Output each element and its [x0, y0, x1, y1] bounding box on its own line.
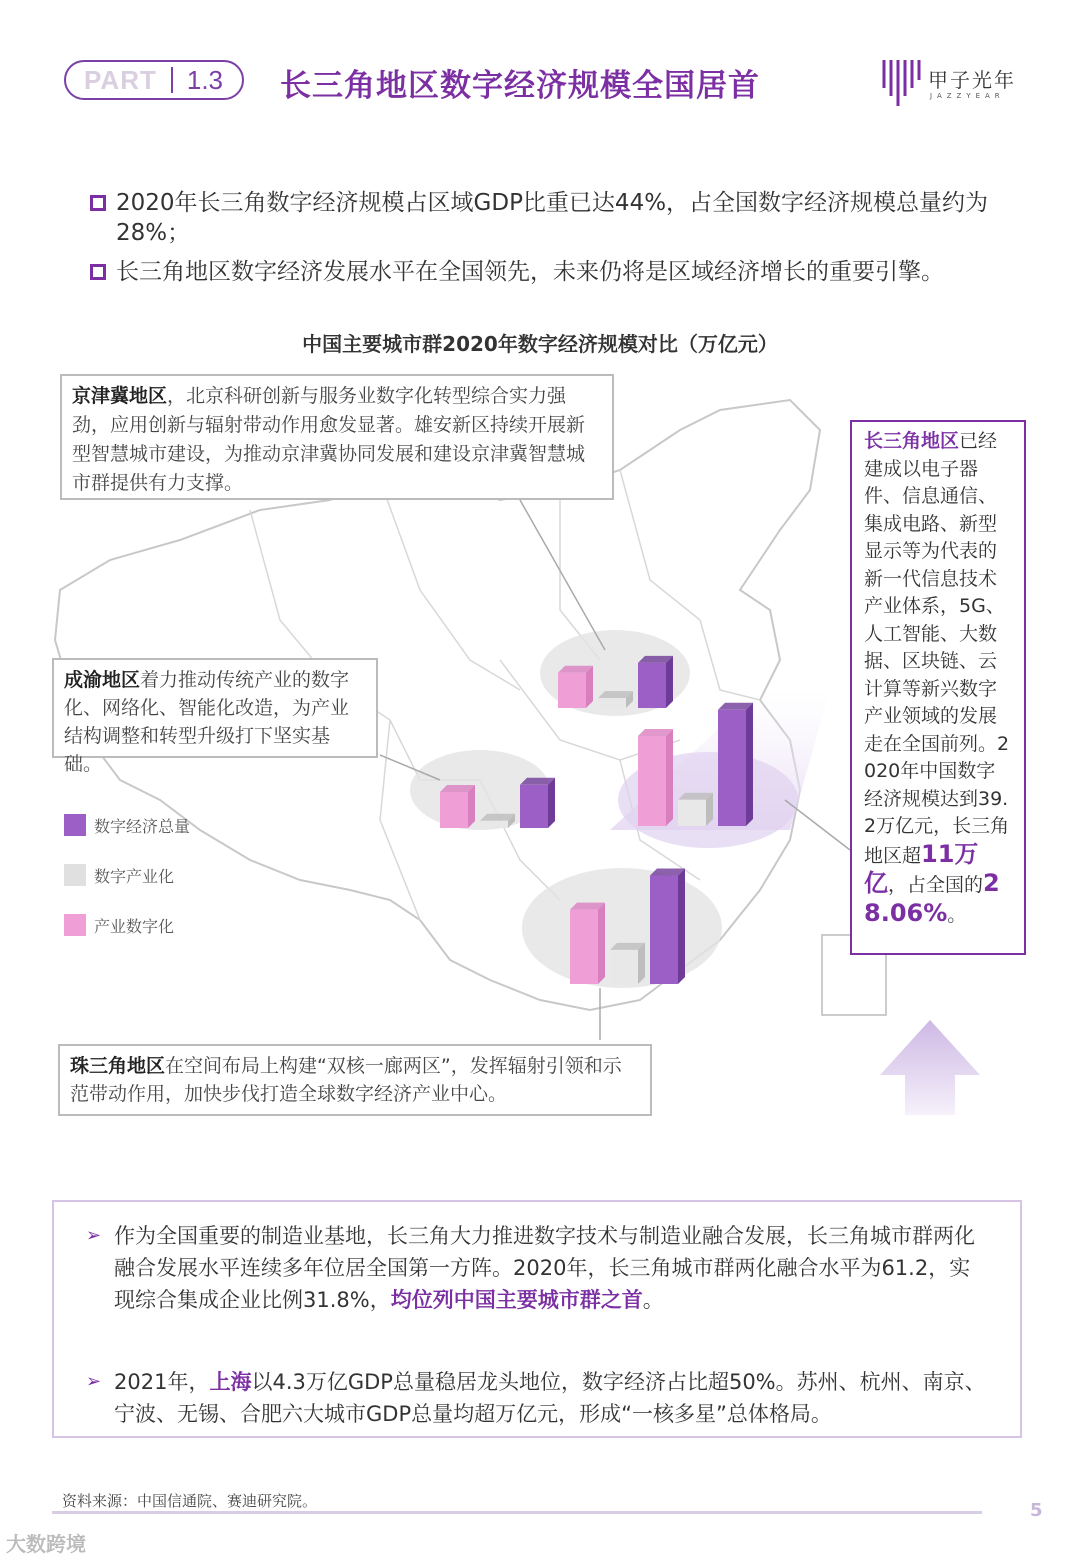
callout-cy-text: 着力推动传统产业的数字化、网络化、智能化改造，为产业结构调整和转型升级打下坚实基础。	[64, 669, 350, 775]
chart-legend	[64, 814, 190, 964]
square-bullet-icon	[90, 264, 106, 280]
bar-0-0	[558, 673, 586, 708]
insight-box	[52, 1200, 1022, 1438]
callout-csj-name: 长三角地区	[864, 430, 960, 452]
legend-swatch	[64, 914, 86, 936]
bar-0-1	[598, 698, 626, 708]
part-number: 1.3	[186, 64, 224, 95]
connector-jjj	[520, 500, 605, 650]
callout-csj-value: 11万亿	[864, 839, 979, 897]
legend-label: 数字经济总量	[94, 816, 191, 836]
bar-side	[598, 903, 605, 984]
legend-item	[64, 864, 190, 886]
legend-label: 产业数字化	[94, 916, 175, 936]
bar-2-2	[718, 710, 746, 826]
insight-highlight: 上海	[209, 1370, 252, 1394]
chart-title: 中国主要城市群2020年数字经济规模对比（万亿元）	[302, 332, 778, 356]
arrow-bullet-icon: ➢	[86, 1225, 102, 1246]
bar-1-0	[440, 792, 468, 828]
bar-side	[548, 778, 555, 828]
bar-0-2	[638, 663, 666, 708]
watermark-logo: 大数跨境	[6, 1532, 86, 1556]
bar-side	[666, 729, 673, 826]
part-label: PART	[84, 64, 157, 95]
bar-side	[468, 785, 475, 828]
bar-1-2	[520, 785, 548, 828]
callout-zsj-name: 珠三角地区	[70, 1055, 166, 1077]
insight-text: 2021年，上海以4.3万亿GDP总量稳居龙头地位，数字经济占比超50%。苏州、杭州、南京、宁波、无锡、合肥六大城市GDP总量均超万亿元，形成“一核多星”总体格局。	[114, 1370, 986, 1426]
bullet-text: 长三角地区数字经济发展水平在全国领先，未来仍将是区域经济增长的重要引擎。	[116, 259, 944, 285]
bar-side	[746, 703, 753, 826]
page-number: 5	[1030, 1500, 1043, 1521]
callout-csj-mid: ，占全国的	[888, 874, 984, 896]
callout-csj-share: 28.06%	[864, 869, 1000, 927]
legend-swatch	[64, 864, 86, 886]
bar-2-0	[638, 736, 666, 826]
insight-text: 作为全国重要的制造业基地，长三角大力推进数字技术与制造业融合发展，长三角城市群两化融合发展水平连续多年位居全国第一方阵。2020年，长三角城市群两化融合水平为61.2，实现综合集成企业比例31.8%，均位列中国主要城市群之首。	[114, 1224, 975, 1312]
legend-item	[64, 914, 190, 936]
callout-cy	[52, 658, 378, 775]
source-note: 资料来源：中国信通院、赛迪研究院。	[62, 1492, 318, 1510]
bar-3-1	[610, 950, 638, 984]
callout-jjj-text: ，北京科研创新与服务业数字化转型综合实力强劲，应用创新与辐射带动作用愈发显著。雄安新区持续开展新型智慧城市建设，为推动京津冀协同发展和建设京津冀智慧城市群提供有力支撑。	[72, 385, 586, 494]
brand-name: 甲子光年	[928, 68, 1016, 92]
legend-label: 数字产业化	[94, 866, 175, 886]
bar-side	[638, 943, 645, 984]
brand-logo-icon	[880, 58, 924, 108]
callout-csj-end: 。	[947, 903, 967, 926]
bar-side	[586, 666, 593, 708]
callout-csj	[850, 420, 1026, 955]
callout-csj-text: 已经建成以电子器件、信息通信、集成电路、新型显示等为代表的新一代信息技术产业体系，5G、人工智能、大数据、区块链、云计算等新兴数字产业领域的发展走在全国前列。2020年中国数字经济规模达到39.2万亿元，长三角地区超	[864, 430, 1010, 867]
bar-2-1	[678, 800, 706, 826]
bullet-item	[90, 257, 1060, 287]
brand-logo	[880, 58, 1020, 108]
brand-name-en: JAZZYEAR	[930, 92, 1005, 100]
callout-jjj	[60, 374, 614, 500]
bullet-item	[90, 188, 1060, 248]
insight-item	[86, 1366, 990, 1430]
bar-3-2	[650, 876, 678, 985]
footer-divider	[52, 1511, 982, 1514]
legend-item	[64, 814, 190, 836]
callout-cy-name: 成渝地区	[64, 669, 141, 691]
bar-side	[678, 869, 685, 985]
bar-side	[666, 656, 673, 708]
callout-zsj-text: 在空间布局上构建“双核一廊两区”，发挥辐射引领和示范带动作用，加快步伐打造全球数字经济产业中心。	[70, 1055, 622, 1105]
part-divider	[171, 67, 173, 93]
page-title: 长三角地区数字经济规模全国居首	[280, 68, 760, 104]
insight-item	[86, 1220, 990, 1316]
connector-csj	[785, 800, 850, 850]
legend-swatch	[64, 814, 86, 836]
bar-3-0	[570, 910, 598, 984]
bar-1-1	[480, 821, 508, 828]
callout-jjj-name: 京津冀地区	[72, 385, 168, 407]
summary-bullets	[90, 188, 1060, 296]
callout-zsj	[58, 1044, 652, 1116]
part-badge	[64, 60, 244, 100]
arrow-bullet-icon: ➢	[86, 1371, 102, 1392]
bullet-text: 2020年长三角数字经济规模占区域GDP比重已达44%，占全国数字经济规模总量约为28%；	[116, 190, 989, 246]
up-arrow-shape	[880, 1020, 980, 1115]
square-bullet-icon	[90, 195, 106, 211]
insight-highlight: 均位列中国主要城市群之首	[390, 1288, 643, 1312]
